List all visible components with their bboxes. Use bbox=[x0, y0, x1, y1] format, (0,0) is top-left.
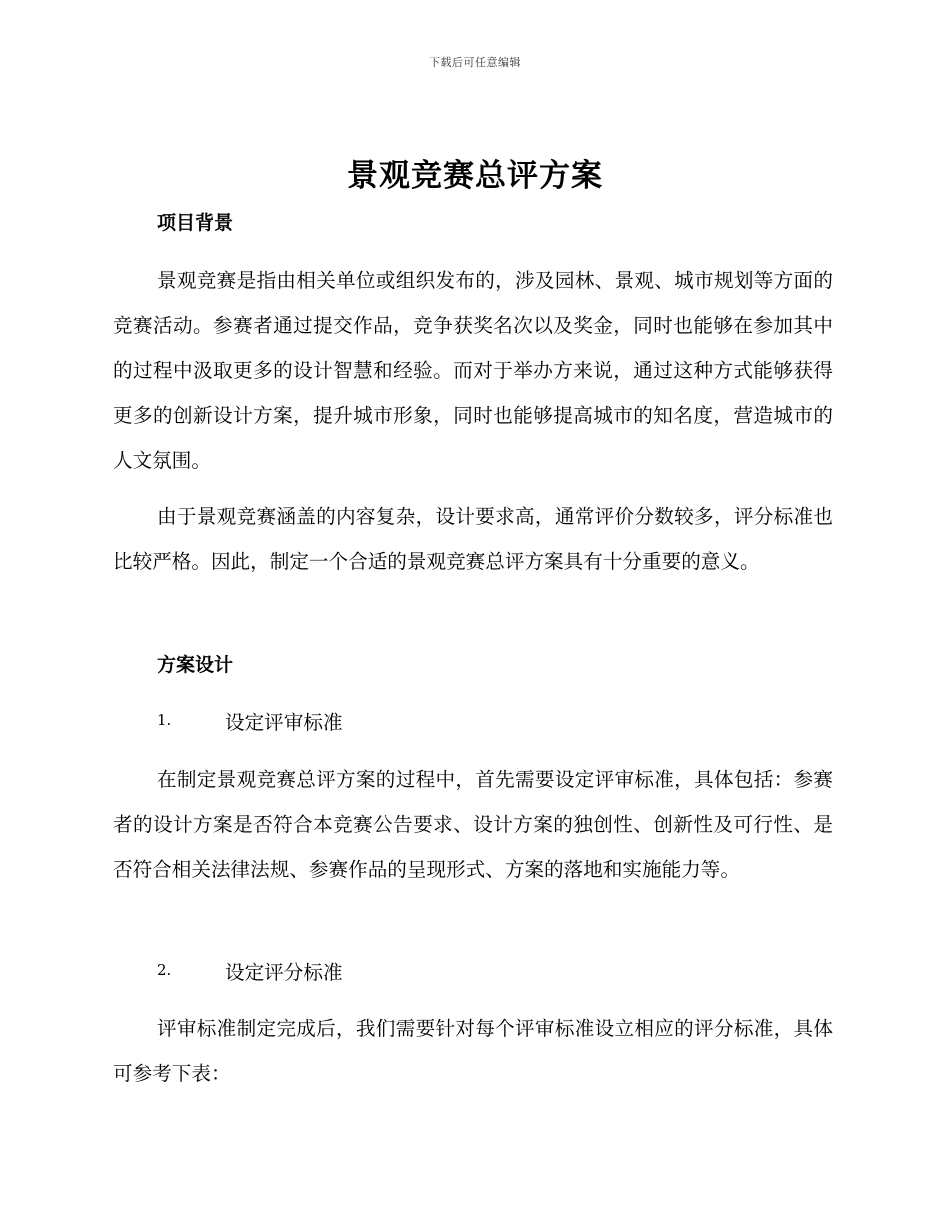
item-number: 1. bbox=[157, 711, 172, 729]
section-heading-design: 方案设计 bbox=[157, 654, 234, 676]
background-paragraph-1: 景观竞赛是指由相关单位或组织发布的，涉及园林、景观、城市规划等方面的竞赛活动。参赛者通过提交作品，竞争获奖名次以及奖金，同时也能够在参加其中的过程中汲取更多的设计智慧和经验。而对于举办方来说，通过这种方式能够获得更多的创新设计方案，提升城市形象，同时也能够提高城市的知名度，营造城市的人文氛围。 bbox=[113, 269, 833, 472]
design-paragraph-1: 在制定景观竞赛总评方案的过程中，首先需要设定评审标准，具体包括：参赛者的设计方案是否符合本竞赛公告要求、设计方案的独创性、创新性及可行性、是否符合相关法律法规、参赛作品的呈现形式、方案的落地和实施能力等。 bbox=[113, 768, 833, 881]
section-heading-background: 项目背景 bbox=[157, 212, 234, 234]
item-label: 设定评审标准 bbox=[225, 710, 343, 734]
background-paragraph-2: 由于景观竞赛涵盖的内容复杂，设计要求高，通常评价分数较多，评分标准也比较严格。因此，制定一个合适的景观竞赛总评方案具有十分重要的意义。 bbox=[113, 505, 833, 573]
design-paragraph-2: 评审标准制定完成后，我们需要针对每个评审标准设立相应的评分标准，具体可参考下表： bbox=[113, 1017, 833, 1085]
item-number: 2. bbox=[157, 961, 172, 979]
header-note: 下载后可任意编辑 bbox=[429, 56, 521, 69]
document-title: 景观竞赛总评方案 bbox=[347, 158, 603, 194]
item-label: 设定评分标准 bbox=[225, 960, 343, 984]
numbered-item-1 bbox=[157, 705, 343, 735]
numbered-item-2 bbox=[157, 955, 343, 985]
